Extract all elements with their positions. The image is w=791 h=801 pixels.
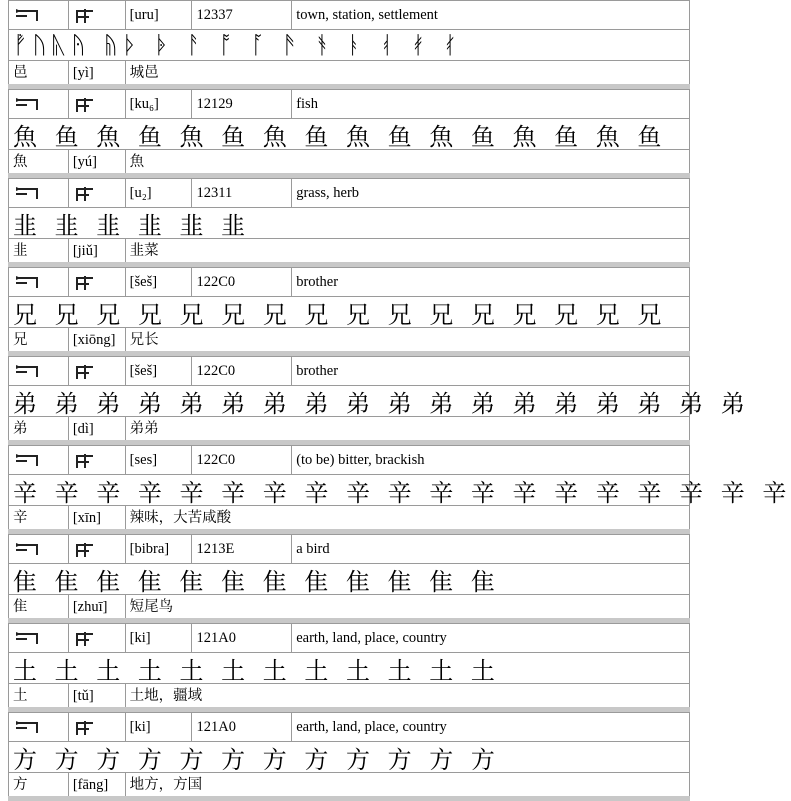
oracle-bone-forms: 土 土 土 土 土 土 土 土 土 土 土 土 [8, 652, 690, 683]
sign-meaning: earth, land, place, country [296, 719, 447, 735]
table-entry [8, 356, 750, 445]
pinyin: [fāng] [69, 773, 126, 796]
cuneiform-sign-image [9, 713, 69, 741]
sumerian-reading: [ku₆] [126, 90, 193, 118]
sumerian-reading: [ki] [126, 713, 193, 741]
chinese-row [8, 60, 690, 84]
chinese-character: 方 [9, 773, 69, 796]
table-entry [8, 0, 690, 89]
cuneiform-variant-image [69, 535, 126, 563]
table-entry [8, 712, 690, 801]
sign-row [8, 178, 690, 207]
unicode-code: 1213E [192, 535, 292, 563]
chinese-character: 韭 [9, 239, 69, 262]
chinese-meaning: 城邑 [129, 65, 159, 81]
sumerian-reading: [u₂] [126, 179, 193, 207]
sign-comparison-table [8, 0, 791, 801]
sumerian-reading: [bibra] [126, 535, 193, 563]
chinese-row [8, 505, 690, 529]
chinese-meaning: 土地，疆域 [129, 688, 203, 704]
chinese-character: 魚 [9, 150, 69, 173]
oracle-bone-forms: 韭 韭 韭 韭 韭 韭 [8, 207, 690, 238]
unicode-code: 122C0 [192, 357, 292, 385]
sign-row [8, 445, 690, 474]
chinese-meaning: 地方，方国 [129, 777, 203, 793]
sign-row [8, 0, 690, 29]
chinese-row [8, 594, 690, 618]
cuneiform-variant-image [69, 713, 126, 741]
chinese-meaning: 韭菜 [129, 243, 159, 259]
sumerian-reading: [šeš] [126, 357, 193, 385]
sign-meaning: a bird [296, 541, 330, 557]
sign-meaning: grass, herb [296, 185, 360, 201]
cuneiform-variant-image [69, 624, 126, 652]
oracle-bone-forms: ᚡᚢᚣᚤ ᚥᚦ ᚧ ᚨ ᚩ ᚪ ᚫ ᚬ ᚭ ᚮ ᚯ ᚰ [8, 29, 690, 60]
table-entry [8, 89, 690, 178]
chinese-character: 兄 [9, 328, 69, 351]
table-entry [8, 267, 690, 356]
sumerian-reading: [ki] [126, 624, 193, 652]
pinyin: [yú] [69, 150, 126, 173]
chinese-row [8, 416, 690, 440]
chinese-character: 土 [9, 684, 69, 707]
sign-row [8, 356, 690, 385]
chinese-row [8, 772, 690, 796]
unicode-code: 12129 [192, 90, 292, 118]
sign-row [8, 534, 690, 563]
unicode-code: 121A0 [192, 713, 292, 741]
oracle-bone-forms: 辛 辛 辛 辛 辛 辛 辛 辛 辛 辛 辛 辛 辛 辛 辛 辛 辛 辛 辛 [8, 474, 690, 505]
chinese-character: 隹 [9, 595, 69, 618]
sign-meaning: town, station, settlement [296, 7, 438, 23]
sumerian-reading: [šeš] [126, 268, 193, 296]
sign-meaning: (to be) bitter, brackish [296, 452, 425, 468]
sign-row [8, 623, 690, 652]
chinese-meaning: 短尾鸟 [129, 599, 174, 615]
chinese-row [8, 683, 690, 707]
oracle-bone-forms: 方 方 方 方 方 方 方 方 方 方 方 方 [8, 741, 690, 772]
chinese-row [8, 149, 690, 173]
sign-row [8, 712, 690, 741]
cuneiform-sign-image [9, 90, 69, 118]
oracle-bone-forms: 兄 兄 兄 兄 兄 兄 兄 兄 兄 兄 兄 兄 兄 兄 兄 兄 [8, 296, 690, 327]
chinese-character: 辛 [9, 506, 69, 529]
pinyin: [dì] [69, 417, 126, 440]
chinese-character: 弟 [9, 417, 69, 440]
unicode-code: 122C0 [192, 268, 292, 296]
sign-meaning: earth, land, place, country [296, 630, 447, 646]
oracle-bone-forms: 隹 隹 隹 隹 隹 隹 隹 隹 隹 隹 隹 隹 [8, 563, 690, 594]
sumerian-reading: [ses] [126, 446, 193, 474]
pinyin: [yì] [69, 61, 126, 84]
cuneiform-sign-image [9, 357, 69, 385]
chinese-meaning: 辣味，大苦咸酸 [129, 510, 232, 526]
table-entry [8, 534, 690, 623]
cuneiform-sign-image [9, 179, 69, 207]
cuneiform-sign-image [9, 1, 69, 29]
unicode-code: 12311 [192, 179, 292, 207]
pinyin: [xīn] [69, 506, 126, 529]
sign-row [8, 267, 690, 296]
chinese-character: 邑 [9, 61, 69, 84]
sign-meaning: fish [296, 96, 318, 112]
cuneiform-sign-image [9, 535, 69, 563]
pinyin: [zhuī] [69, 595, 126, 618]
sign-meaning: brother [296, 363, 339, 379]
chinese-row [8, 327, 690, 351]
sign-meaning: brother [296, 274, 339, 290]
chinese-meaning: 魚 [129, 154, 145, 170]
cuneiform-variant-image [69, 446, 126, 474]
cuneiform-sign-image [9, 446, 69, 474]
table-entry [8, 178, 690, 267]
table-entry [8, 445, 791, 534]
chinese-meaning: 弟弟 [129, 421, 159, 437]
pinyin: [jiǔ] [69, 239, 126, 262]
cuneiform-variant-image [69, 90, 126, 118]
sumerian-reading: [uru] [126, 1, 193, 29]
table-entry [8, 623, 690, 712]
cuneiform-variant-image [69, 357, 126, 385]
cuneiform-sign-image [9, 624, 69, 652]
sign-row [8, 89, 690, 118]
cuneiform-variant-image [69, 179, 126, 207]
chinese-row [8, 238, 690, 262]
cuneiform-variant-image [69, 268, 126, 296]
unicode-code: 12337 [192, 1, 292, 29]
oracle-bone-forms: 弟 弟 弟 弟 弟 弟 弟 弟 弟 弟 弟 弟 弟 弟 弟 弟 弟 弟 [8, 385, 690, 416]
oracle-bone-forms: 魚 鱼 魚 鱼 魚 鱼 魚 鱼 魚 鱼 魚 鱼 魚 鱼 魚 鱼 [8, 118, 690, 149]
cuneiform-variant-image [69, 1, 126, 29]
pinyin: [xiōng] [69, 328, 126, 351]
chinese-meaning: 兄长 [129, 332, 159, 348]
unicode-code: 122C0 [192, 446, 292, 474]
pinyin: [tǔ] [69, 684, 126, 707]
cuneiform-sign-image [9, 268, 69, 296]
unicode-code: 121A0 [192, 624, 292, 652]
